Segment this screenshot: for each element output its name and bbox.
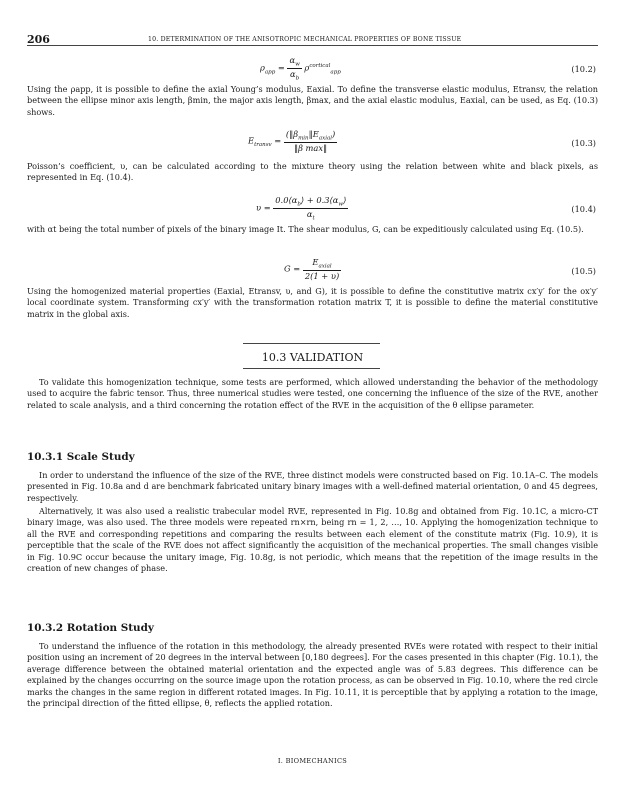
- paragraph: Using the ρapp, it is possible to define the axial Young’s modulus, Eaxial. To define the transverse elastic modulus, Etransv, the relation between the ellipse minor axis length, βmin, the major axis length, βmax, and the axial elastic modulus, Eaxial, can be used, as Eq. (10.3) shows.: [27, 84, 598, 117]
- page-footer: I. BIOMECHANICS: [277, 757, 348, 765]
- header-divider: [27, 45, 598, 46]
- running-title: 10. DETERMINATION OF THE ANISOTROPIC MECHANICAL PROPERTIES OF BONE TISSUE: [148, 36, 462, 43]
- paragraph: with αt being the total number of pixels of the binary image It. The shear modulus, G, can be expeditiously calculated using Eq. (10.5).: [27, 224, 584, 234]
- section-heading: 10.3 VALIDATION: [261, 351, 364, 364]
- subsection-heading: 10.3.1 Scale Study: [27, 451, 135, 463]
- paragraph: To understand the influence of the rotation in this methodology, the already presented RVEs were rotated with respect to their initial position using an increment of 20 degrees in the interval between [0,180 degrees]. For the cases presented in this chapter (Fig. 10.1), the average difference between the obtained material orientation and the expected angle was of 5.83 degrees. This difference can be explained by the changes occurring on the source image upon the rotation process, as can be observed in Fig. 10.10, where the red circle marks the changes in the same region in different rotated images. In Fig. 10.11, it is perceptible that by applying a rotation to the image, the principal direction of the fitted ellipse, θ, reflects the applied rotation.: [27, 641, 598, 709]
- equation-number: (10.2): [571, 64, 596, 74]
- section-divider-bottom: [243, 368, 380, 369]
- paragraph: Alternatively, it was also used a realistic trabecular model RVE, represented in Fig. 10.8g and obtained from Fig. 10.1C, a micro-CT binary image, was also used. The three models were repeated rn×rn, being rn = 1, 2, …, 10. Applying the homogenization technique to all the RVE and corresponding repetitions and comparing the results between each element of the constitute matrix (Fig. 10.9), it is perceptible that the scale of the RVE does not affect significantly the acquisition of the mechanical properties. The small changes visible in Fig. 10.9C occur because the unitary image, Fig. 10.8g, is not periodic, which means that the repetition of the image results in the creation of new changes of phase.: [27, 506, 598, 574]
- equation-number: (10.4): [571, 204, 596, 214]
- section-divider-top: [243, 343, 380, 344]
- equation-10-5: G = $\frac{E_{axial}}{2(1 + \upsilon)}$ (10.5): [284, 257, 596, 281]
- paragraph: To validate this homogenization technique, some tests are performed, which allowed understanding the behavior of the methodology used to acquire the fabric tensor. Thus, three numerical studies were tested, one concerning the influence of the size of the RVE, another related to scale analysis, and a third concerning the rotation effect of the RVE in the acquisition of the θ ellipse parameter.: [27, 377, 598, 410]
- paragraph: Poisson’s coefficient, υ, can be calculated according to the mixture theory using the relation between white and black pixels, as represented in Eq. (10.4).: [27, 161, 598, 183]
- paragraph: Using the homogenized material properties (Eaxial, Etransv, υ, and G), it is possible to define the constitutive matrix cx′y′ for the ox′y′ local coordinate system. Transforming cx′y′ with the transformation rotation matrix T, it is possible to define the material constitutive matrix in the global axis.: [27, 286, 598, 319]
- page-number: 206: [27, 33, 50, 46]
- equation-10-3: $E_{transv}$ = $\frac{(‖\beta_{min}‖E_{axial})}{\text{‖β max‖}}$ (10.3): [248, 129, 596, 153]
- subsection-heading: 10.3.2 Rotation Study: [27, 622, 154, 634]
- paragraph: In order to understand the influence of the size of the RVE, three distinct models were constructed based on Fig. 10.1A–C. The models presented in Fig. 10.8a and d are benchmark fabricated unitary binary images with a well-defined material orientation, 0 and 45 degrees, respectively.: [27, 470, 598, 503]
- equation-number: (10.5): [571, 266, 596, 276]
- equation-10-4: υ = $\frac{0.0⟨\alpha_b⟩ + 0.3⟨\alpha_w⟩}{\alpha_t}$ (10.4): [256, 195, 596, 222]
- equation-10-2: $\rho_{app}$ = $\frac{\alpha_w}{\alpha_b}$ $\rho^{cortical}_{app}$ (10.2): [260, 55, 596, 82]
- equation-number: (10.3): [571, 138, 596, 148]
